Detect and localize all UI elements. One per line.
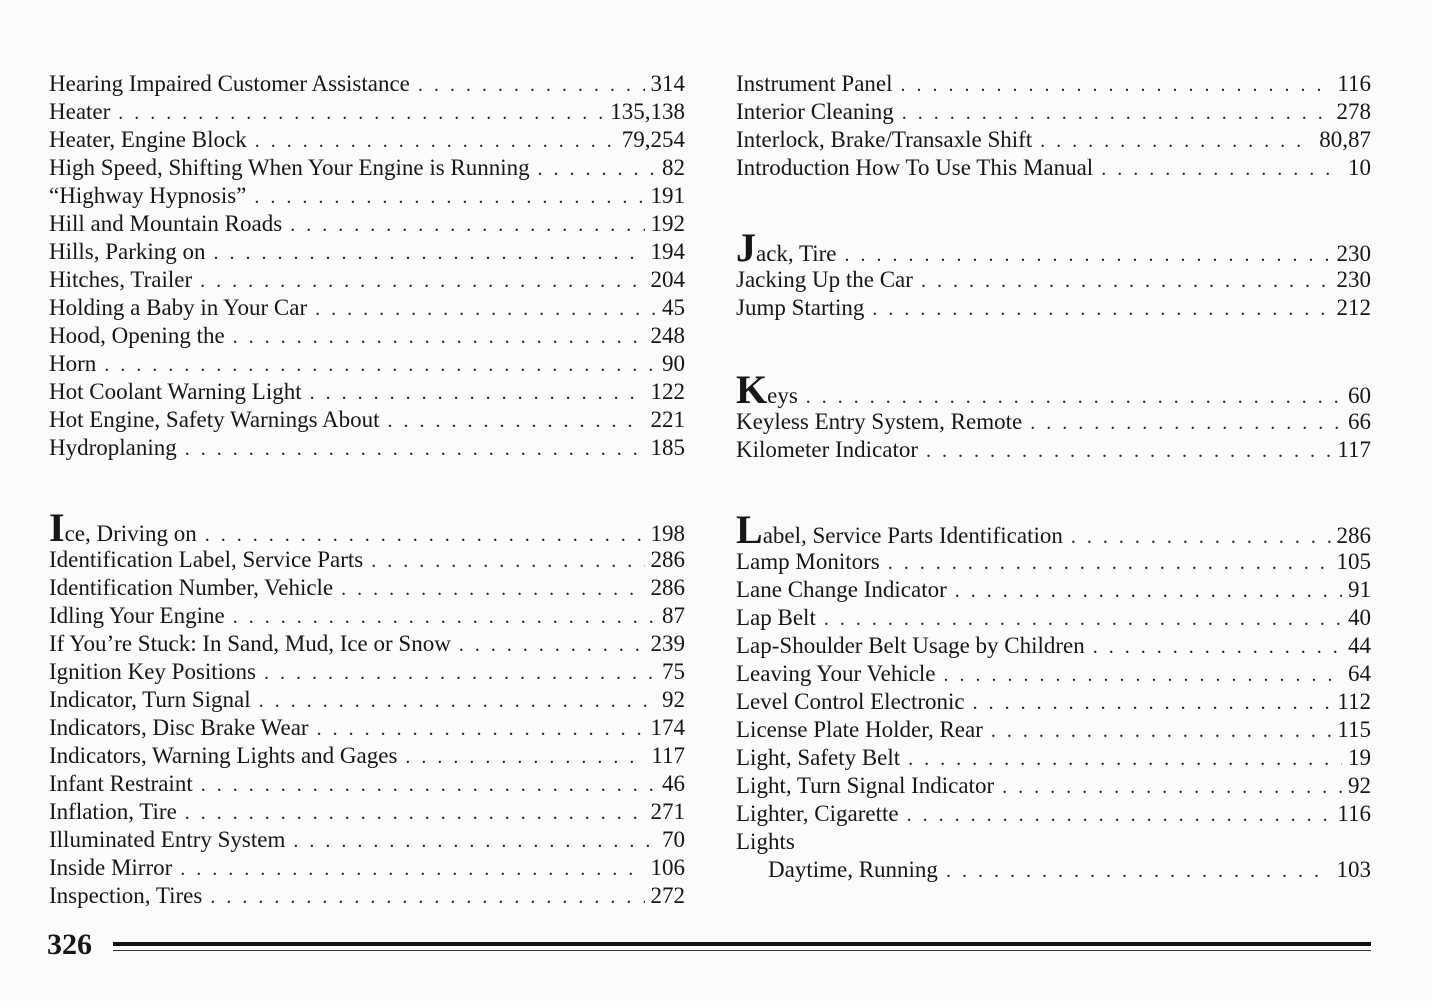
index-entry (49, 770, 685, 798)
entry-label (49, 350, 96, 378)
entry-text: Leaving Your Vehicle (736, 661, 936, 686)
section-gap (736, 322, 1371, 380)
entry-text: abel, Service Parts Identification (762, 523, 1063, 548)
entry-text: Lap-Shoulder Belt Usage by Children (736, 633, 1085, 658)
entry-pages: 272 (650, 883, 685, 908)
entry-pages: 10 (1348, 155, 1371, 180)
entry-text: Hills, Parking on (49, 239, 206, 264)
entry-label (49, 826, 285, 854)
entry-label (736, 772, 994, 800)
entry-text: Holding a Baby in Your Car (49, 295, 308, 320)
index-entry (736, 688, 1371, 716)
entry-text: Lane Change Indicator (736, 577, 947, 602)
entry-pages: 106 (650, 855, 685, 880)
entry-pages: 204 (650, 267, 685, 292)
index-entry (736, 856, 1371, 884)
dot-leader (210, 883, 644, 911)
entry-text: Hot Coolant Warning Light (49, 379, 302, 404)
index-entry (736, 225, 1371, 270)
index-entry (736, 294, 1371, 322)
entry-text: Identification Number, Vehicle (49, 575, 334, 600)
entry-label (736, 800, 899, 828)
dot-leader (459, 631, 645, 659)
index-entry (49, 210, 685, 238)
dot-leader (926, 437, 1331, 465)
entry-text: Ignition Key Positions (49, 659, 257, 684)
dot-leader (317, 715, 645, 743)
entry-text: Infant Restraint (49, 771, 193, 796)
entry-text: Idling Your Engine (49, 603, 225, 628)
entry-pages: 271 (650, 799, 685, 824)
index-entry (736, 154, 1371, 182)
dot-leader (293, 827, 656, 855)
section-initial: I (49, 505, 65, 550)
entry-pages: 92 (1348, 773, 1371, 798)
dot-leader (538, 155, 656, 183)
entry-pages: 105 (1336, 549, 1371, 574)
index-entry (49, 686, 685, 714)
index-entry (49, 378, 685, 406)
index-entry (49, 574, 685, 602)
entry-label (736, 856, 938, 884)
entry-text: Hill and Mountain Roads (49, 211, 283, 236)
index-entry (49, 658, 685, 686)
entry-pages: 191 (650, 183, 685, 208)
index-entry (49, 434, 685, 462)
dot-leader (944, 661, 1342, 689)
entry-text: Hitches, Trailer (49, 267, 193, 292)
entry-pages: 221 (650, 407, 685, 432)
dot-leader (991, 717, 1331, 745)
index-section (736, 507, 1371, 884)
entry-label (736, 436, 918, 464)
index-entry (736, 660, 1371, 688)
index-entry (736, 828, 1371, 856)
entry-label (736, 660, 936, 688)
dot-leader (180, 855, 644, 883)
entry-label (736, 70, 893, 98)
entry-pages: 66 (1348, 409, 1371, 434)
entry-label (736, 98, 894, 126)
entry-pages: 87 (662, 603, 685, 628)
index-entry (49, 854, 685, 882)
entry-text: High Speed, Shifting When Your Engine is Running (49, 155, 530, 180)
entry-pages: 92 (662, 687, 685, 712)
entry-text: eys (767, 383, 798, 408)
dot-leader (290, 211, 644, 239)
entry-pages: 278 (1336, 99, 1371, 124)
entry-text: Daytime, Running (768, 857, 938, 882)
entry-text: Horn (49, 351, 97, 376)
entry-label (49, 770, 193, 798)
dot-leader (371, 547, 644, 575)
dot-leader (1071, 523, 1331, 551)
dot-leader (310, 379, 645, 407)
entry-label (49, 882, 202, 910)
entry-text: Light, Turn Signal Indicator (736, 773, 995, 798)
entry-pages: 314 (650, 71, 685, 96)
dot-leader (921, 267, 1331, 295)
entry-label (49, 714, 309, 742)
section-gap (49, 462, 685, 518)
entry-text: Indicator, Turn Signal (49, 687, 251, 712)
index-section (736, 70, 1371, 182)
entry-pages: 174 (650, 715, 685, 740)
entry-text: Inflation, Tire (49, 799, 177, 824)
index-entry (49, 350, 685, 378)
entry-label (49, 742, 397, 770)
index-entry (736, 408, 1371, 436)
entry-text: Hearing Impaired Customer Assistance (49, 71, 410, 96)
entry-pages: 194 (650, 239, 685, 264)
entry-text: Instrument Panel (736, 71, 893, 96)
entry-text: Indicators, Warning Lights and Gages (49, 743, 398, 768)
entry-pages: 115 (1337, 717, 1371, 742)
dot-leader (259, 687, 656, 715)
index-entry (736, 800, 1371, 828)
entry-label (49, 602, 225, 630)
index-entry (736, 98, 1371, 126)
entry-pages: 44 (1348, 633, 1371, 658)
index-entry (49, 826, 685, 854)
index-column-left (49, 70, 685, 910)
entry-pages: 239 (650, 631, 685, 656)
dot-leader (1002, 773, 1342, 801)
entry-label (49, 182, 246, 210)
entry-pages: 122 (650, 379, 685, 404)
entry-text: Light, Safety Belt (736, 745, 901, 770)
dot-leader (214, 239, 645, 267)
entry-label (736, 126, 1032, 154)
index-entry (49, 70, 685, 98)
entry-label (736, 548, 880, 576)
entry-label (736, 507, 1063, 552)
entry-label (49, 406, 380, 434)
dot-leader (264, 659, 656, 687)
entry-pages: 79,254 (621, 127, 685, 152)
index-entry (49, 406, 685, 434)
footer-rule-thick (113, 942, 1371, 946)
entry-text: Lap Belt (736, 605, 816, 630)
entry-pages: 19 (1348, 745, 1371, 770)
entry-label (49, 546, 363, 574)
entry-label (49, 266, 192, 294)
section-gap (736, 464, 1371, 520)
entry-pages: 91 (1348, 577, 1371, 602)
index-entry (49, 546, 685, 574)
index-entry (49, 294, 685, 322)
entry-text: “Highway Hypnosis” (49, 183, 247, 208)
entry-label (736, 154, 1093, 182)
entry-label (736, 408, 1022, 436)
dot-leader (824, 605, 1342, 633)
index-entry (736, 744, 1371, 772)
dot-leader (1030, 409, 1342, 437)
index-entry (49, 798, 685, 826)
entry-text: ack, Tire (756, 241, 837, 266)
section-initial: J (736, 225, 756, 270)
entry-pages: 103 (1336, 857, 1371, 882)
dot-leader (254, 183, 644, 211)
entry-label (736, 604, 816, 632)
index-entry (736, 548, 1371, 576)
entry-pages: 46 (662, 771, 685, 796)
dot-leader (806, 383, 1342, 411)
entry-label (736, 716, 983, 744)
index-section (49, 70, 685, 462)
dot-leader (901, 71, 1332, 99)
section-gap (736, 182, 1371, 238)
dot-leader (418, 71, 645, 99)
entry-pages: 82 (662, 155, 685, 180)
index-entry (49, 266, 685, 294)
entry-label (736, 367, 798, 412)
index-entry (736, 126, 1371, 154)
entry-pages: 192 (650, 211, 685, 236)
index-entry (736, 632, 1371, 660)
index-entry (736, 367, 1371, 412)
index-entry (49, 322, 685, 350)
index-entry (49, 714, 685, 742)
index-entry (736, 436, 1371, 464)
entry-text: Heater, Engine Block (49, 127, 247, 152)
dot-leader (888, 549, 1331, 577)
dot-leader (902, 99, 1331, 127)
dot-leader (1040, 127, 1313, 155)
entry-label (736, 744, 900, 772)
entry-text: If You’re Stuck: In Sand, Mud, Ice or Snow (49, 631, 451, 656)
entry-label (49, 210, 282, 238)
entry-label (49, 574, 333, 602)
entry-label (49, 154, 530, 182)
entry-label (49, 505, 197, 550)
dot-leader (872, 295, 1330, 323)
dot-leader (201, 771, 656, 799)
dot-leader (405, 743, 645, 771)
dot-leader (233, 603, 656, 631)
index-column-right (736, 70, 1371, 884)
entry-pages: 117 (1337, 437, 1371, 462)
dot-leader (388, 407, 645, 435)
dot-leader (908, 745, 1342, 773)
dot-leader (315, 295, 656, 323)
section-initial: L (736, 507, 763, 552)
entry-pages: 286 (1336, 523, 1371, 548)
dot-leader (104, 351, 656, 379)
entry-pages: 45 (662, 295, 685, 320)
entry-pages: 60 (1348, 383, 1371, 408)
dot-leader (1101, 155, 1342, 183)
entry-text: Indicators, Disc Brake Wear (49, 715, 309, 740)
entry-pages: 212 (1336, 295, 1371, 320)
index-entry (49, 505, 685, 550)
dot-leader (200, 267, 644, 295)
entry-pages: 286 (650, 547, 685, 572)
index-section (49, 505, 685, 910)
entry-pages: 185 (650, 435, 685, 460)
entry-label (49, 378, 302, 406)
entry-text: Lamp Monitors (736, 549, 880, 574)
index-entry (736, 70, 1371, 98)
dot-leader (845, 241, 1331, 269)
entry-label (49, 98, 110, 126)
entry-text: Hood, Opening the (49, 323, 225, 348)
footer-rule-thin (113, 950, 1371, 951)
index-section (736, 367, 1371, 464)
entry-label (49, 294, 307, 322)
entry-label (49, 798, 177, 826)
entry-label (49, 686, 251, 714)
index-entry (736, 576, 1371, 604)
entry-text: Hot Engine, Safety Warnings About (49, 407, 380, 432)
index-entry (736, 507, 1371, 552)
index-entry (736, 266, 1371, 294)
entry-text: Introduction How To Use This Manual (736, 155, 1094, 180)
entry-pages: 198 (650, 521, 685, 546)
dot-leader (973, 689, 1332, 717)
entry-label (49, 434, 177, 462)
dot-leader (1093, 633, 1342, 661)
index-entry (49, 238, 685, 266)
dot-leader (955, 577, 1342, 605)
entry-text: Interior Cleaning (736, 99, 894, 124)
entry-text: Interlock, Brake/Transaxle Shift (736, 127, 1033, 152)
entry-text: License Plate Holder, Rear (736, 717, 983, 742)
entry-text: Level Control Electronic (736, 689, 965, 714)
entry-pages: 116 (1337, 801, 1371, 826)
index-entry (49, 98, 685, 126)
section-initial: K (736, 367, 768, 412)
entry-text: Inside Mirror (49, 855, 173, 880)
entry-text: Lights (736, 829, 795, 854)
entry-pages: 90 (662, 351, 685, 376)
index-entry (49, 126, 685, 154)
index-entry (736, 716, 1371, 744)
entry-text: Keyless Entry System, Remote (736, 409, 1023, 434)
entry-pages: 80,87 (1319, 127, 1371, 152)
index-entry (49, 602, 685, 630)
dot-leader (341, 575, 644, 603)
entry-pages: 70 (662, 827, 685, 852)
dot-leader (185, 435, 645, 463)
entry-pages: 112 (1337, 689, 1371, 714)
entry-label (49, 70, 410, 98)
entry-pages: 75 (662, 659, 685, 684)
entry-label (49, 322, 225, 350)
entry-label (49, 658, 256, 686)
entry-label (736, 576, 947, 604)
entry-text: Inspection, Tires (49, 883, 203, 908)
page-number: 326 (47, 928, 92, 961)
entry-label (736, 294, 864, 322)
entry-pages: 116 (1337, 71, 1371, 96)
entry-text: Hydroplaning (49, 435, 177, 460)
entry-pages: 135,138 (610, 99, 685, 124)
entry-label (49, 238, 206, 266)
entry-label (736, 266, 913, 294)
entry-label (736, 688, 965, 716)
entry-pages: 117 (651, 743, 685, 768)
entry-text: Lighter, Cigarette (736, 801, 899, 826)
index-entry (49, 182, 685, 210)
dot-leader (118, 99, 604, 127)
entry-label (736, 632, 1085, 660)
entry-text: Illuminated Entry System (49, 827, 286, 852)
entry-text: Jump Starting (736, 295, 865, 320)
dot-leader (946, 857, 1331, 885)
dot-leader (233, 323, 645, 351)
entry-text: Identification Label, Service Parts (49, 547, 364, 572)
entry-text: ce, Driving on (64, 521, 197, 546)
index-entry (736, 604, 1371, 632)
index-entry (49, 882, 685, 910)
entry-pages: 286 (650, 575, 685, 600)
entry-label (49, 854, 172, 882)
index-entry (49, 742, 685, 770)
dot-leader (907, 801, 1332, 829)
index-section (736, 225, 1371, 322)
index-entry (49, 154, 685, 182)
entry-pages: 230 (1336, 241, 1371, 266)
entry-label (49, 630, 451, 658)
page-footer (47, 924, 1371, 966)
entry-pages: 64 (1348, 661, 1371, 686)
entry-label (736, 225, 837, 270)
index-entry (49, 630, 685, 658)
dot-leader (205, 521, 645, 549)
entry-text: Heater (49, 99, 111, 124)
entry-pages: 248 (650, 323, 685, 348)
dot-leader (255, 127, 616, 155)
entry-text: Jacking Up the Car (736, 267, 913, 292)
dot-leader (185, 799, 645, 827)
entry-text: Kilometer Indicator (736, 437, 919, 462)
index-entry (736, 772, 1371, 800)
entry-label (49, 126, 247, 154)
entry-pages: 40 (1348, 605, 1371, 630)
entry-label (736, 828, 795, 856)
entry-pages: 230 (1336, 267, 1371, 292)
